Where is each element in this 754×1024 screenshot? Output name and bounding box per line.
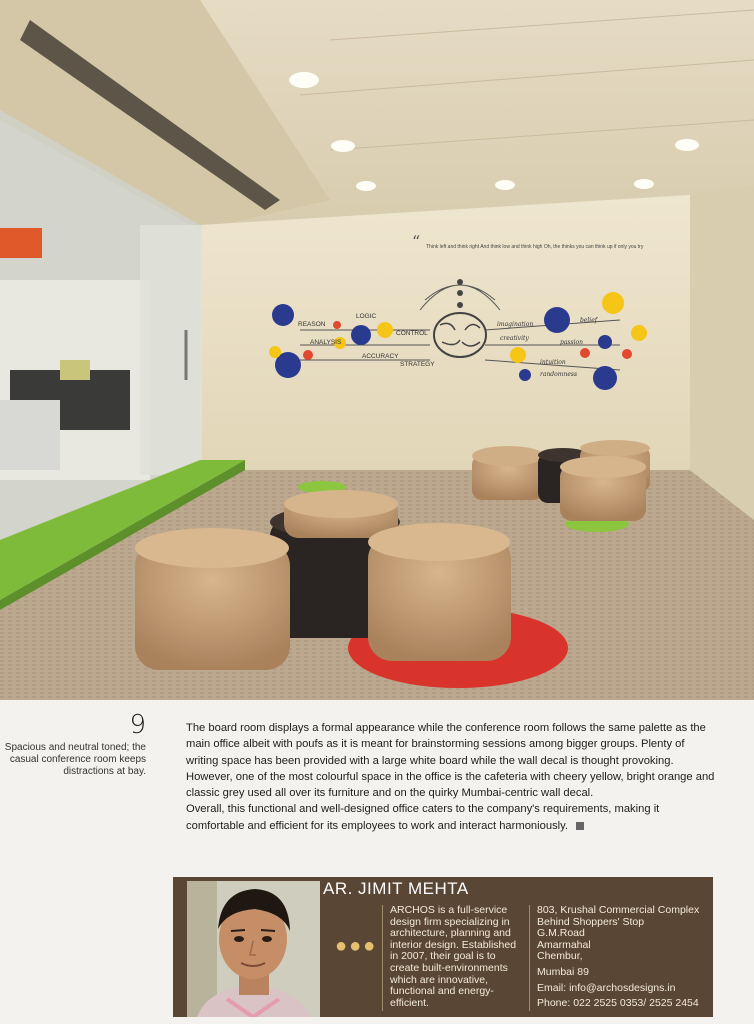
decal-word: ANALYSIS [310, 339, 342, 346]
caption-number: 9 [129, 710, 146, 740]
architect-name: AR. JIMIT MEHTA [323, 879, 469, 898]
svg-text:“: “ [412, 232, 421, 251]
address-line: Chembur, [537, 950, 583, 963]
address-line: G.M.Road [537, 927, 585, 940]
divider [529, 905, 530, 1011]
architect-profile-box [173, 877, 713, 1017]
firm-description: ARCHOS is a full-service design firm specializing in architecture, planning and interior design. Established in 2007, their goal is to create built-environments which are innovative, functional and energy-efficient. [390, 904, 517, 1009]
address-line: Amarmahal [537, 938, 591, 951]
decorative-dots-icon: ●●● [335, 935, 378, 957]
address-line: 803, Krushal Commercial Complex [537, 904, 700, 916]
decal-word: STRATEGY [400, 361, 435, 368]
architect-portrait [187, 881, 320, 1017]
article-paragraph [186, 801, 716, 834]
paragraph-text: The board room displays a formal appearance while the conference room follows the same palette as the main office albeit with poufs as it is meant for brainstorming sessions among bigger groups. Plenty of writing space has been provided with a large white board while the wall decal is thought provoking. However, one of the most colourful space in the office is the cafeteria with cheery yellow, bright orange and classic grey used all over its furniture and on the quirky Mumbai-centric wall decal. [186, 722, 715, 800]
address-line: Mumbai 89 [537, 965, 589, 978]
decal-word: belief [580, 317, 598, 324]
divider [382, 905, 383, 1011]
decal-word: LOGIC [356, 313, 377, 320]
decal-word: creativity [500, 335, 529, 342]
wall-quote: Think left and think right And think low and think high Oh, the thinks you can think up if only you try [426, 244, 644, 250]
article-body [186, 720, 716, 834]
paragraph-text: Overall, this functional and well-designed office caters to the company's requirements, making it comfortable and efficient for its employees to work and interact harmoniously. [186, 803, 660, 832]
decal-word: passion [560, 339, 583, 346]
decal-word: intuition [540, 359, 566, 366]
caption-text: Spacious and neutral toned; the casual conference room keeps distractions at bay. [4, 742, 146, 777]
phone-text: Phone: 022 2525 0353/ 2525 2454 [537, 997, 699, 1010]
decal-word: ACCURACY [362, 353, 399, 360]
decal-word: REASON [298, 321, 326, 328]
end-mark-icon [576, 822, 584, 830]
firm-contact [537, 905, 713, 1010]
article-paragraph [186, 720, 716, 801]
address-line: Behind Shoppers' Stop [537, 915, 645, 928]
decal-word: randomness [540, 371, 578, 378]
decal-word: CONTROL [396, 330, 428, 337]
decal-word: imagination [497, 321, 534, 328]
photo-caption [0, 712, 150, 778]
email-text[interactable]: Email: info@archosdesigns.in [537, 981, 676, 994]
